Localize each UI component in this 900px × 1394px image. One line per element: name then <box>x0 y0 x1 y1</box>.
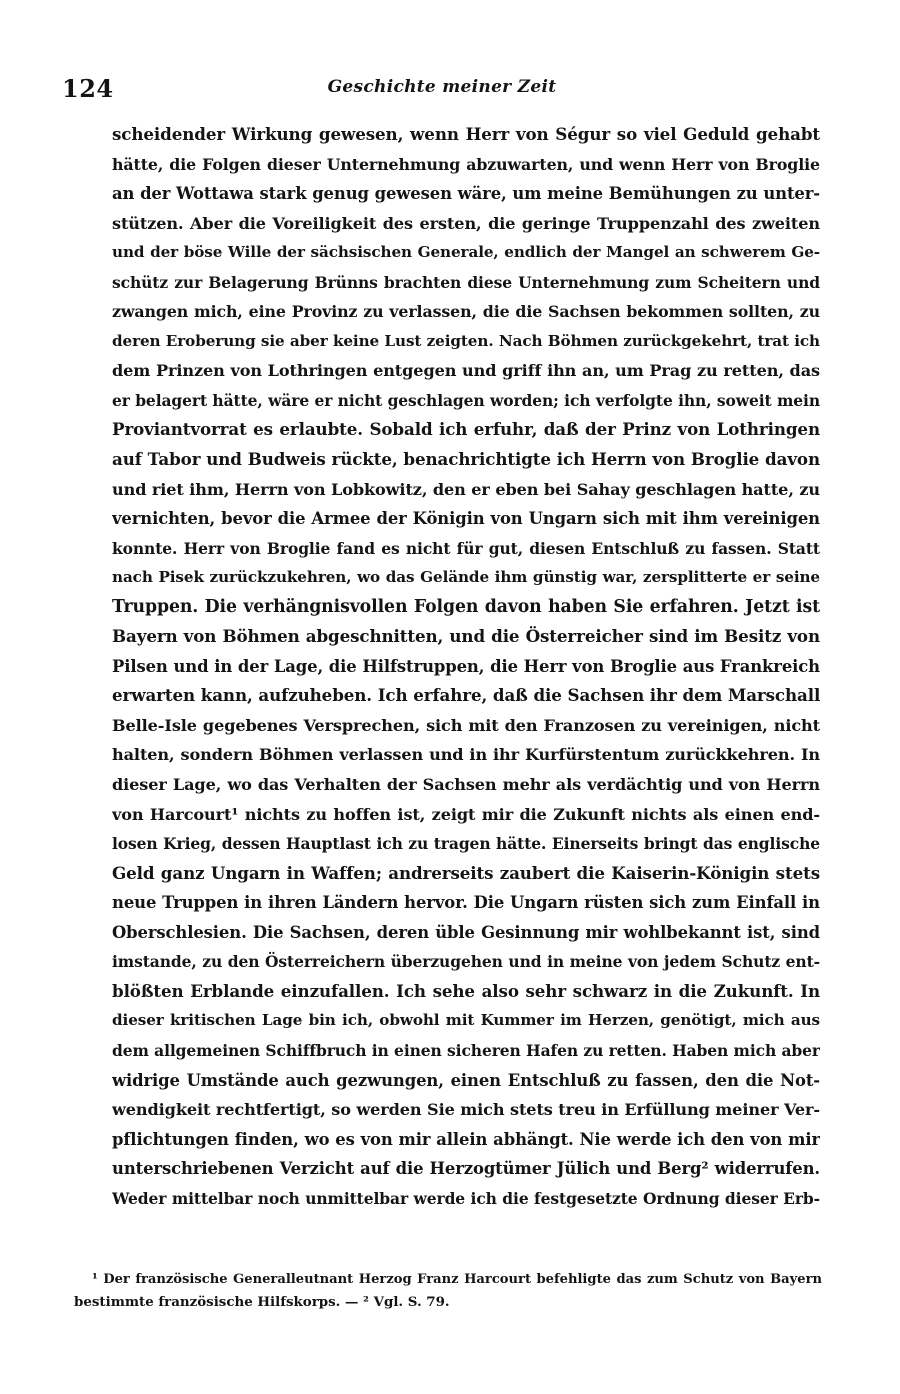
text-line: zwangen mich, eine Provinz zu verlassen, die die Sachsen bekommen sollten, zu <box>112 302 820 322</box>
text-line: hätte, die Folgen dieser Unternehmung abzuwarten, und wenn Herr von Broglie <box>112 154 820 174</box>
text-line: Pilsen und in der Lage, die Hilfstruppen, die Herr von Broglie aus Frankreich <box>112 656 820 676</box>
text-line: wendigkeit rechtfertigt, so werden Sie mich stets treu in Erfüllung meiner Ver- <box>112 1100 820 1120</box>
text-line: unterschriebenen Verzicht auf die Herzogtümer Jülich und Berg² widerrufen. <box>112 1159 820 1179</box>
footnote-line: ¹ Der französische Generalleutnant Herzog Franz Harcourt befehligte das zum Schutz von Bayern <box>92 1272 822 1287</box>
text-line: schütz zur Belagerung Brünns brachten diese Unternehmung zum Scheitern und <box>112 272 820 292</box>
text-line: dem allgemeinen Schiffbruch in einen sicheren Hafen zu retten. Haben mich aber <box>112 1040 820 1060</box>
text-line: dieser kritischen Lage bin ich, obwohl mit Kummer im Herzen, genötigt, mich aus <box>112 1011 820 1030</box>
text-line: Weder mittelbar noch unmittelbar werde ich die festgesetzte Ordnung dieser Erb- <box>112 1188 820 1208</box>
page-number: 124 <box>62 74 114 103</box>
running-title: Geschichte meiner Zeit <box>327 77 557 97</box>
text-line: und der böse Wille der sächsischen Generale, endlich der Mangel an schwerem Ge- <box>112 243 820 262</box>
text-line: widrige Umstände auch gezwungen, einen Entschluß zu fassen, den die Not- <box>112 1070 820 1090</box>
text-line: konnte. Herr von Broglie fand es nicht für gut, diesen Entschluß zu fassen. Statt <box>112 538 820 558</box>
text-line: Oberschlesien. Die Sachsen, deren üble Gesinnung mir wohlbekannt ist, sind <box>112 922 820 942</box>
text-line: neue Truppen in ihren Ländern hervor. Die Ungarn rüsten sich zum Einfall in <box>112 893 820 913</box>
page-header <box>62 74 822 104</box>
text-line: nach Pisek zurückzukehren, wo das Gelände ihm günstig war, zersplitterte er seine <box>112 568 820 587</box>
text-line: Truppen. Die verhängnisvollen Folgen davon haben Sie erfahren. Jetzt ist <box>112 596 820 617</box>
text-line: stützen. Aber die Voreiligkeit des ersten, die geringe Truppenzahl des zweiten <box>112 213 820 233</box>
text-line: dem Prinzen von Lothringen entgegen und griff ihn an, um Prag zu retten, das <box>112 361 820 381</box>
text-line: halten, sondern Böhmen verlassen und in ihr Kurfürstentum zurückkehren. In <box>112 745 820 765</box>
text-line: scheidender Wirkung gewesen, wenn Herr von Ségur so viel Geduld gehabt <box>112 124 820 144</box>
text-line: blößten Erblande einzufallen. Ich sehe also sehr schwarz in die Zukunft. In <box>112 980 820 1001</box>
text-line: von Harcourt¹ nichts zu hoffen ist, zeigt mir die Zukunft nichts als einen end- <box>112 804 820 824</box>
text-line: deren Eroberung sie aber keine Lust zeigten. Nach Böhmen zurückgekehrt, trat ich <box>112 331 820 350</box>
text-line: dieser Lage, wo das Verhalten der Sachsen mehr als verdächtig und von Herrn <box>112 775 820 795</box>
text-line: er belagert hätte, wäre er nicht geschlagen worden; ich verfolgte ihn, soweit mein <box>112 390 820 410</box>
body-text <box>112 120 820 1213</box>
text-line: imstande, zu den Österreichern überzugehen und in meine von jedem Schutz ent- <box>112 952 820 972</box>
text-line: losen Krieg, dessen Hauptlast ich zu tragen hätte. Einerseits bringt das englische <box>112 834 820 854</box>
text-line: Proviantvorrat es erlaubte. Sobald ich erfuhr, daß der Prinz von Lothringen <box>112 419 820 440</box>
text-line: Belle-Isle gegebenes Versprechen, sich mit den Franzosen zu vereinigen, nicht <box>112 715 820 735</box>
text-line: erwarten kann, aufzuheben. Ich erfahre, daß die Sachsen ihr dem Marschall <box>112 685 820 706</box>
text-line: an der Wottawa stark genug gewesen wäre, um meine Bemühungen zu unter- <box>112 184 820 204</box>
text-line: vernichten, bevor die Armee der Königin von Ungarn sich mit ihm vereinigen <box>112 509 820 529</box>
text-line: Geld ganz Ungarn in Waffen; andrerseits zaubert die Kaiserin-Königin stets <box>112 862 820 883</box>
text-line: und riet ihm, Herrn von Lobkowitz, den er eben bei Sahay geschlagen hatte, zu <box>112 479 820 499</box>
footnotes <box>74 1268 822 1314</box>
text-line: Bayern von Böhmen abgeschnitten, und die Österreicher sind im Besitz von <box>112 626 820 647</box>
text-line: pflichtungen finden, wo es von mir allein abhängt. Nie werde ich den von mir <box>112 1129 820 1149</box>
text-line: auf Tabor und Budweis rückte, benachrichtigte ich Herrn von Broglie davon <box>112 449 820 470</box>
footnote-line: bestimmte französische Hilfskorps. — ² Vgl. S. 79. <box>74 1294 450 1310</box>
